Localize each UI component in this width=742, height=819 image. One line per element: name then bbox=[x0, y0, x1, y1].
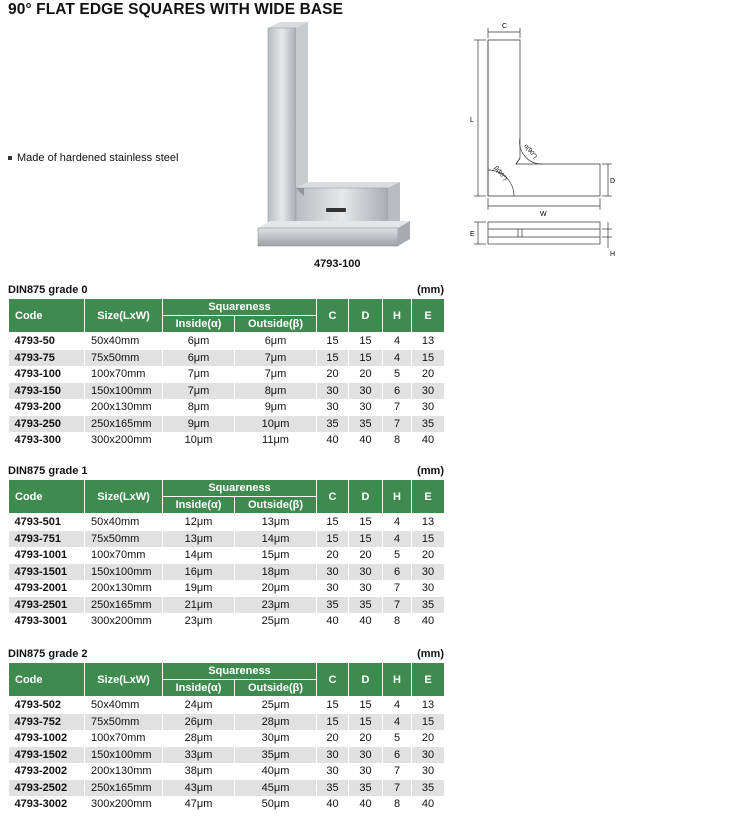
cell-e: 40 bbox=[412, 613, 445, 630]
cell-size: 300x200mm bbox=[85, 796, 163, 813]
header-inside: Inside(α) bbox=[163, 680, 235, 697]
cell-e: 13 bbox=[412, 333, 445, 350]
cell-code: 4793-2001 bbox=[9, 580, 85, 597]
cell-d: 15 bbox=[349, 514, 383, 531]
header-h: H bbox=[383, 299, 412, 333]
cell-code: 4793-75 bbox=[9, 350, 85, 367]
cell-code: 4793-1001 bbox=[9, 547, 85, 564]
cell-e: 35 bbox=[412, 780, 445, 797]
table-row bbox=[9, 416, 445, 433]
cell-inside: 38μm bbox=[163, 763, 235, 780]
grade-section-1 bbox=[8, 465, 444, 630]
drawing-label-e: E bbox=[470, 231, 475, 238]
cell-code: 4793-150 bbox=[9, 383, 85, 400]
cell-c: 30 bbox=[317, 383, 349, 400]
header-outside: Outside(β) bbox=[235, 497, 317, 514]
cell-h: 4 bbox=[383, 714, 412, 731]
unit-label: (mm) bbox=[417, 465, 444, 477]
bullet-icon bbox=[8, 156, 12, 160]
grade-section-0 bbox=[8, 284, 444, 449]
cell-e: 40 bbox=[412, 432, 445, 449]
cell-size: 100x70mm bbox=[85, 366, 163, 383]
cell-d: 30 bbox=[349, 747, 383, 764]
cell-code: 4793-1002 bbox=[9, 730, 85, 747]
header-d: D bbox=[349, 480, 383, 514]
cell-h: 6 bbox=[383, 747, 412, 764]
cell-h: 7 bbox=[383, 597, 412, 614]
cell-outside: 14μm bbox=[235, 531, 317, 548]
cell-e: 30 bbox=[412, 763, 445, 780]
cell-outside: 15μm bbox=[235, 547, 317, 564]
cell-c: 30 bbox=[317, 399, 349, 416]
cell-inside: 14μm bbox=[163, 547, 235, 564]
cell-inside: 28μm bbox=[163, 730, 235, 747]
table-row bbox=[9, 613, 445, 630]
cell-e: 20 bbox=[412, 366, 445, 383]
table-row bbox=[9, 580, 445, 597]
drawing-label-d: D bbox=[610, 178, 616, 185]
cell-inside: 13μm bbox=[163, 531, 235, 548]
cell-outside: 8μm bbox=[235, 383, 317, 400]
cell-code: 4793-2501 bbox=[9, 597, 85, 614]
cell-inside: 16μm bbox=[163, 564, 235, 581]
cell-inside: 10μm bbox=[163, 432, 235, 449]
cell-h: 5 bbox=[383, 730, 412, 747]
table-row bbox=[9, 780, 445, 797]
cell-h: 4 bbox=[383, 514, 412, 531]
cell-size: 200x130mm bbox=[85, 763, 163, 780]
table-row bbox=[9, 730, 445, 747]
cell-e: 35 bbox=[412, 416, 445, 433]
header-squareness: Squareness bbox=[163, 299, 317, 316]
cell-d: 40 bbox=[349, 432, 383, 449]
cell-size: 150x100mm bbox=[85, 747, 163, 764]
spec-table bbox=[8, 298, 445, 449]
table-row bbox=[9, 547, 445, 564]
cell-inside: 23μm bbox=[163, 613, 235, 630]
header-d: D bbox=[349, 663, 383, 697]
cell-inside: 43μm bbox=[163, 780, 235, 797]
cell-c: 15 bbox=[317, 333, 349, 350]
table-row bbox=[9, 796, 445, 813]
cell-e: 35 bbox=[412, 597, 445, 614]
cell-c: 15 bbox=[317, 697, 349, 714]
cell-size: 200x130mm bbox=[85, 399, 163, 416]
cell-c: 15 bbox=[317, 531, 349, 548]
header-e: E bbox=[412, 299, 445, 333]
cell-outside: 13μm bbox=[235, 514, 317, 531]
cell-size: 300x200mm bbox=[85, 432, 163, 449]
cell-code: 4793-200 bbox=[9, 399, 85, 416]
cell-c: 40 bbox=[317, 796, 349, 813]
table-row bbox=[9, 763, 445, 780]
cell-outside: 28μm bbox=[235, 714, 317, 731]
header-h: H bbox=[383, 663, 412, 697]
cell-outside: 10μm bbox=[235, 416, 317, 433]
drawing-label-w: W bbox=[540, 211, 547, 218]
cell-d: 15 bbox=[349, 714, 383, 731]
cell-h: 6 bbox=[383, 383, 412, 400]
header-h: H bbox=[383, 480, 412, 514]
cell-outside: 25μm bbox=[235, 697, 317, 714]
cell-inside: 19μm bbox=[163, 580, 235, 597]
drawing-label-h: H bbox=[610, 251, 616, 258]
cell-h: 7 bbox=[383, 780, 412, 797]
cell-size: 75x50mm bbox=[85, 350, 163, 367]
cell-h: 7 bbox=[383, 580, 412, 597]
cell-c: 35 bbox=[317, 416, 349, 433]
grade-header bbox=[8, 284, 444, 297]
cell-h: 7 bbox=[383, 399, 412, 416]
header-code: Code bbox=[9, 299, 85, 333]
cell-code: 4793-100 bbox=[9, 366, 85, 383]
cell-outside: 20μm bbox=[235, 580, 317, 597]
cell-c: 30 bbox=[317, 747, 349, 764]
header-c: C bbox=[317, 299, 349, 333]
cell-e: 30 bbox=[412, 399, 445, 416]
cell-h: 7 bbox=[383, 416, 412, 433]
grade-header bbox=[8, 465, 444, 478]
header-outside: Outside(β) bbox=[235, 316, 317, 333]
table-row bbox=[9, 564, 445, 581]
header-code: Code bbox=[9, 480, 85, 514]
header-inside: Inside(α) bbox=[163, 316, 235, 333]
cell-c: 40 bbox=[317, 432, 349, 449]
cell-e: 30 bbox=[412, 580, 445, 597]
cell-h: 5 bbox=[383, 547, 412, 564]
cell-c: 30 bbox=[317, 564, 349, 581]
cell-outside: 18μm bbox=[235, 564, 317, 581]
header-code: Code bbox=[9, 663, 85, 697]
product-photo bbox=[250, 20, 415, 255]
cell-c: 30 bbox=[317, 580, 349, 597]
cell-code: 4793-2002 bbox=[9, 763, 85, 780]
table-row bbox=[9, 514, 445, 531]
cell-inside: 21μm bbox=[163, 597, 235, 614]
cell-e: 20 bbox=[412, 730, 445, 747]
cell-e: 15 bbox=[412, 531, 445, 548]
cell-d: 30 bbox=[349, 399, 383, 416]
cell-code: 4793-3001 bbox=[9, 613, 85, 630]
cell-size: 300x200mm bbox=[85, 613, 163, 630]
cell-inside: 33μm bbox=[163, 747, 235, 764]
cell-d: 20 bbox=[349, 730, 383, 747]
table-row bbox=[9, 383, 445, 400]
cell-d: 35 bbox=[349, 597, 383, 614]
cell-code: 4793-751 bbox=[9, 531, 85, 548]
cell-size: 250x165mm bbox=[85, 597, 163, 614]
cell-d: 30 bbox=[349, 564, 383, 581]
header-e: E bbox=[412, 480, 445, 514]
cell-c: 20 bbox=[317, 730, 349, 747]
cell-code: 4793-1501 bbox=[9, 564, 85, 581]
cell-outside: 7μm bbox=[235, 366, 317, 383]
cell-d: 20 bbox=[349, 366, 383, 383]
cell-outside: 45μm bbox=[235, 780, 317, 797]
cell-size: 250x165mm bbox=[85, 416, 163, 433]
header-inside: Inside(α) bbox=[163, 497, 235, 514]
cell-c: 35 bbox=[317, 780, 349, 797]
cell-c: 20 bbox=[317, 366, 349, 383]
header-d: D bbox=[349, 299, 383, 333]
cell-size: 100x70mm bbox=[85, 730, 163, 747]
cell-c: 15 bbox=[317, 714, 349, 731]
cell-e: 30 bbox=[412, 383, 445, 400]
grade-header bbox=[8, 648, 444, 661]
cell-h: 6 bbox=[383, 564, 412, 581]
header-size: Size(LxW) bbox=[85, 299, 163, 333]
cell-outside: 50μm bbox=[235, 796, 317, 813]
header-size: Size(LxW) bbox=[85, 480, 163, 514]
cell-h: 4 bbox=[383, 531, 412, 548]
grade-title: DIN875 grade 2 bbox=[8, 648, 88, 660]
table-row bbox=[9, 333, 445, 350]
spec-table bbox=[8, 662, 445, 813]
cell-code: 4793-300 bbox=[9, 432, 85, 449]
cell-inside: 7μm bbox=[163, 366, 235, 383]
header-squareness: Squareness bbox=[163, 663, 317, 680]
header-c: C bbox=[317, 663, 349, 697]
cell-size: 250x165mm bbox=[85, 780, 163, 797]
cell-outside: 7μm bbox=[235, 350, 317, 367]
cell-c: 20 bbox=[317, 547, 349, 564]
feature-bullet bbox=[8, 152, 178, 164]
cell-inside: 26μm bbox=[163, 714, 235, 731]
cell-d: 15 bbox=[349, 350, 383, 367]
cell-d: 15 bbox=[349, 697, 383, 714]
table-row bbox=[9, 714, 445, 731]
table-row bbox=[9, 432, 445, 449]
unit-label: (mm) bbox=[417, 648, 444, 660]
cell-e: 40 bbox=[412, 796, 445, 813]
cell-size: 75x50mm bbox=[85, 714, 163, 731]
cell-inside: 6μm bbox=[163, 350, 235, 367]
cell-size: 50x40mm bbox=[85, 333, 163, 350]
header-size: Size(LxW) bbox=[85, 663, 163, 697]
feature-text: Made of hardened stainless steel bbox=[17, 152, 179, 164]
cell-outside: 11μm bbox=[235, 432, 317, 449]
cell-c: 15 bbox=[317, 350, 349, 367]
cell-size: 50x40mm bbox=[85, 514, 163, 531]
cell-size: 50x40mm bbox=[85, 697, 163, 714]
cell-d: 40 bbox=[349, 796, 383, 813]
cell-code: 4793-250 bbox=[9, 416, 85, 433]
cell-size: 100x70mm bbox=[85, 547, 163, 564]
table-row bbox=[9, 366, 445, 383]
cell-inside: 9μm bbox=[163, 416, 235, 433]
cell-d: 35 bbox=[349, 780, 383, 797]
cell-outside: 23μm bbox=[235, 597, 317, 614]
cell-inside: 7μm bbox=[163, 383, 235, 400]
cell-e: 13 bbox=[412, 514, 445, 531]
cell-code: 4793-752 bbox=[9, 714, 85, 731]
table-row bbox=[9, 399, 445, 416]
cell-h: 4 bbox=[383, 350, 412, 367]
cell-h: 4 bbox=[383, 697, 412, 714]
spec-table bbox=[8, 479, 445, 630]
cell-h: 5 bbox=[383, 366, 412, 383]
cell-c: 30 bbox=[317, 763, 349, 780]
cell-c: 35 bbox=[317, 597, 349, 614]
cell-d: 35 bbox=[349, 416, 383, 433]
cell-size: 150x100mm bbox=[85, 564, 163, 581]
cell-code: 4793-1502 bbox=[9, 747, 85, 764]
page-title: 90° FLAT EDGE SQUARES WITH WIDE BASE bbox=[8, 1, 344, 18]
cell-e: 15 bbox=[412, 714, 445, 731]
cell-e: 15 bbox=[412, 350, 445, 367]
cell-d: 15 bbox=[349, 333, 383, 350]
cell-inside: 6μm bbox=[163, 333, 235, 350]
cell-h: 8 bbox=[383, 432, 412, 449]
cell-d: 20 bbox=[349, 547, 383, 564]
unit-label: (mm) bbox=[417, 284, 444, 296]
header-squareness: Squareness bbox=[163, 480, 317, 497]
cell-inside: 24μm bbox=[163, 697, 235, 714]
cell-h: 7 bbox=[383, 763, 412, 780]
drawing-label-l: L bbox=[470, 117, 474, 124]
cell-inside: 8μm bbox=[163, 399, 235, 416]
grade-title: DIN875 grade 1 bbox=[8, 465, 88, 477]
table-row bbox=[9, 531, 445, 548]
cell-code: 4793-3002 bbox=[9, 796, 85, 813]
cell-size: 200x130mm bbox=[85, 580, 163, 597]
cell-size: 150x100mm bbox=[85, 383, 163, 400]
cell-inside: 47μm bbox=[163, 796, 235, 813]
cell-outside: 30μm bbox=[235, 730, 317, 747]
cell-h: 8 bbox=[383, 613, 412, 630]
cell-inside: 12μm bbox=[163, 514, 235, 531]
header-e: E bbox=[412, 663, 445, 697]
grade-section-2 bbox=[8, 648, 444, 813]
cell-e: 30 bbox=[412, 564, 445, 581]
drawing-label-alpha: α(90°) bbox=[522, 143, 538, 160]
cell-d: 30 bbox=[349, 383, 383, 400]
cell-outside: 9μm bbox=[235, 399, 317, 416]
drawing-label-c: C bbox=[502, 23, 508, 30]
cell-outside: 6μm bbox=[235, 333, 317, 350]
table-row bbox=[9, 747, 445, 764]
cell-e: 20 bbox=[412, 547, 445, 564]
cell-code: 4793-501 bbox=[9, 514, 85, 531]
cell-outside: 25μm bbox=[235, 613, 317, 630]
cell-outside: 35μm bbox=[235, 747, 317, 764]
cell-c: 40 bbox=[317, 613, 349, 630]
cell-code: 4793-502 bbox=[9, 697, 85, 714]
cell-c: 15 bbox=[317, 514, 349, 531]
cell-size: 75x50mm bbox=[85, 531, 163, 548]
grade-title: DIN875 grade 0 bbox=[8, 284, 88, 296]
drawing-label-beta: β(90°) bbox=[492, 165, 508, 182]
cell-d: 15 bbox=[349, 531, 383, 548]
table-row bbox=[9, 597, 445, 614]
header-outside: Outside(β) bbox=[235, 680, 317, 697]
header-c: C bbox=[317, 480, 349, 514]
model-label: 4793-100 bbox=[314, 258, 361, 270]
cell-outside: 40μm bbox=[235, 763, 317, 780]
cell-d: 40 bbox=[349, 613, 383, 630]
cell-code: 4793-2502 bbox=[9, 780, 85, 797]
cell-h: 8 bbox=[383, 796, 412, 813]
technical-drawing bbox=[460, 18, 630, 263]
cell-e: 13 bbox=[412, 697, 445, 714]
cell-d: 30 bbox=[349, 763, 383, 780]
cell-code: 4793-50 bbox=[9, 333, 85, 350]
table-row bbox=[9, 697, 445, 714]
cell-d: 30 bbox=[349, 580, 383, 597]
table-row bbox=[9, 350, 445, 367]
cell-h: 4 bbox=[383, 333, 412, 350]
cell-e: 30 bbox=[412, 747, 445, 764]
